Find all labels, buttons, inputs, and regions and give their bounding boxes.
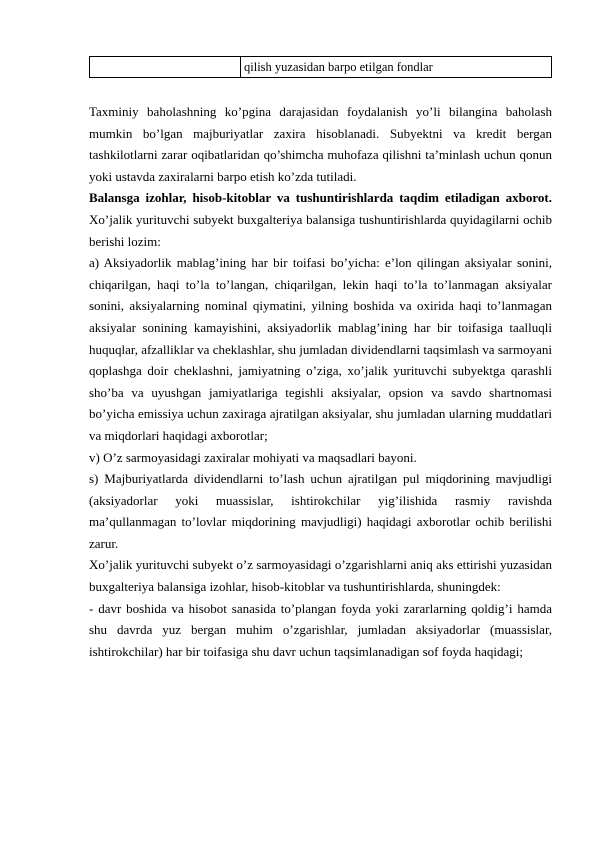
paragraph-item-s: s) Majburiyatlarda dividendlarni to’lash uchun ajratilgan pul miqdorining mavjudligi (aksiyadorlar yoki muassislar, ishtirokchilar yig’ilishida rasmiy ravishda ma’qullanmagan to’lovlar miqdorining mavjudligi) haqidagi axborotlar ochib berilishi zarur.: [89, 471, 552, 551]
table-cell-empty: [90, 57, 241, 77]
paragraph-item-a: a) Aksiyadorlik mablag’ining har bir toifasi bo’yicha: e’lon qilingan aksiyalar sonini, chiqarilgan, haqi to’la to’langan, chiqarilgan, lekin haqi to’la to’lanmagan aksiyalar sonini, aksiyalarning nominal qiymatini, yilning boshida va oxirida haqi to’lanmagan aksiyalar sonining kamayishini, aksiyadorlik mablag’ining har bir toifasiga taalluqli huquqlar, afzalliklar va cheklashlar, shu jumladan dividendlarni taqsimlash va sarmoyani qoplashga doir cheklashni, jamiyatning o’ziga, xo’jalik yurituvchi subyektga qarashli sho’ba va uyushgan jamiyatlariga tegishli aksiyalar, opsion va savdo shartnomasi bo’yicha emissiya uchun zaxiraga ajratilgan aksiyalar, shu jumladan ularning muddatlari va miqdorlari haqidagi axborotlar;: [89, 255, 552, 443]
paragraph-balance-notes-text: Xo’jalik yurituvchi subyekt buxgalteriya balansiga tushuntirishlarda quyidagilarni ochib berishi lozim:: [89, 211, 552, 249]
paragraph-capital-changes: Xo’jalik yurituvchi subyekt o’z sarmoyasidagi o’zgarishlarni aniq aks ettirishi yuzasidan buxgalteriya balansiga izohlar, hisob-kitoblar va tushuntirishlarda, shuningdek:: [89, 557, 552, 595]
paragraph-balance-notes: [89, 187, 552, 252]
paragraph-item-v: v) O’z sarmoyasidagi zaxiralar mohiyati va maqsadlari bayoni.: [89, 449, 417, 465]
section-heading: Balansga izohlar, hisob-kitoblar va tushuntirishlarda taqdim etiladigan axborot.: [89, 190, 552, 206]
paragraph-zaxira-definition: Taxminiy baholashning ko’pgina darajasidan foydalanish yo’li bilangina baholash mumkin bo’lgan majburiyatlar zaxira hisoblanadi. Subyektni va kredit bergan tashkilotlarni zarar oqibatlaridan qo’shimcha muhofaza qilishni ta’minlash uchun qonun yoki ustavda zaxiralarni barpo etish ko’zda tutiladi.: [89, 104, 552, 184]
table-cell-text: qilish yuzasidan barpo etilgan fondlar: [244, 60, 433, 74]
document-body: [89, 101, 552, 662]
table-fragment: [89, 56, 552, 78]
paragraph-dash-item: - davr boshida va hisobot sanasida to’plangan foyda yoki zararlarning qoldig’i hamda shu davrda yuz bergan muhim o’zgarishlar, jumladan aksiyadorlar (muassislar, ishtirokchilar) har bir toifasiga shu davr uchun taqsimlanadigan sof foyda haqidagi;: [89, 600, 552, 659]
